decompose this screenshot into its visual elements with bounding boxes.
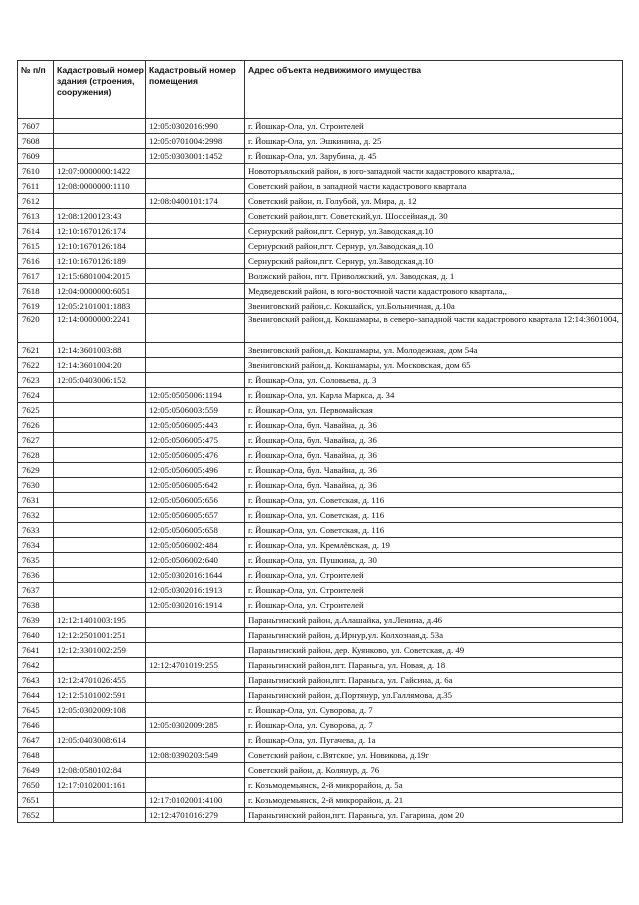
row-number-cell: 7621 bbox=[18, 343, 54, 358]
table-body bbox=[18, 119, 623, 823]
table-row bbox=[18, 748, 623, 763]
address-cell: Советский район,пгт. Советский,ул. Шоссейная,д. 30 bbox=[245, 209, 623, 224]
table-row bbox=[18, 478, 623, 493]
building-cadastral-cell: 12:05:0302009:108 bbox=[54, 703, 146, 718]
premises-cadastral-cell bbox=[146, 224, 245, 239]
building-cadastral-cell: 12:10:1670126:174 bbox=[54, 224, 146, 239]
row-number-cell: 7611 bbox=[18, 179, 54, 194]
table-header-row bbox=[18, 61, 623, 119]
premises-cadastral-cell: 12:05:0506005:443 bbox=[146, 418, 245, 433]
row-number-cell: 7635 bbox=[18, 553, 54, 568]
row-number-cell: 7626 bbox=[18, 418, 54, 433]
building-cadastral-cell bbox=[54, 793, 146, 808]
building-cadastral-cell bbox=[54, 403, 146, 418]
address-cell: г. Йошкар-Ола, ул. Пугачева, д. 1а bbox=[245, 733, 623, 748]
address-cell: г. Йошкар-Ола, бул. Чавайна, д. 36 bbox=[245, 433, 623, 448]
table-row bbox=[18, 568, 623, 583]
premises-cadastral-cell: 12:05:0506002:640 bbox=[146, 553, 245, 568]
address-cell: г. Йошкар-Ола, ул. Карла Маркса, д. 34 bbox=[245, 388, 623, 403]
premises-cadastral-cell bbox=[146, 239, 245, 254]
address-cell: Звениговский район,с. Кокшайск, ул.Больничная, д.10а bbox=[245, 299, 623, 314]
premises-cadastral-cell: 12:17:0102001:4100 bbox=[146, 793, 245, 808]
row-number-cell: 7623 bbox=[18, 373, 54, 388]
table-row bbox=[18, 373, 623, 388]
premises-cadastral-cell: 12:08:0390203:549 bbox=[146, 748, 245, 763]
premises-cadastral-cell bbox=[146, 703, 245, 718]
row-number-cell: 7647 bbox=[18, 733, 54, 748]
premises-cadastral-cell: 12:05:0302016:1644 bbox=[146, 568, 245, 583]
premises-cadastral-cell bbox=[146, 373, 245, 388]
row-number-cell: 7620 bbox=[18, 314, 54, 343]
building-cadastral-cell bbox=[54, 448, 146, 463]
address-cell: Новоторъяльский район, в юго-западной части кадастрового квартала,, bbox=[245, 164, 623, 179]
address-cell: г. Йошкар-Ола, ул. Соловьева, д. 3 bbox=[245, 373, 623, 388]
premises-cadastral-cell bbox=[146, 358, 245, 373]
building-cadastral-cell bbox=[54, 553, 146, 568]
address-cell: Параньгинский район, дер. Куянково, ул. Советская, д. 49 bbox=[245, 643, 623, 658]
row-number-cell: 7627 bbox=[18, 433, 54, 448]
address-cell: г. Йошкар-Ола, ул. Советская, д. 116 bbox=[245, 508, 623, 523]
address-cell: Параньгинский район, д.Ирнур,ул. Колхозная,д. 53а bbox=[245, 628, 623, 643]
row-number-cell: 7646 bbox=[18, 718, 54, 733]
building-cadastral-cell: 12:05:0403008:614 bbox=[54, 733, 146, 748]
address-cell: Советский район, д. Колянур, д. 76 bbox=[245, 763, 623, 778]
row-number-cell: 7632 bbox=[18, 508, 54, 523]
building-cadastral-cell bbox=[54, 149, 146, 164]
row-number-cell: 7639 bbox=[18, 613, 54, 628]
table-row bbox=[18, 628, 623, 643]
building-cadastral-cell: 12:08:1200123:43 bbox=[54, 209, 146, 224]
table-row bbox=[18, 703, 623, 718]
table-row bbox=[18, 119, 623, 134]
building-cadastral-cell: 12:12:4701026:455 bbox=[54, 673, 146, 688]
row-number-cell: 7650 bbox=[18, 778, 54, 793]
row-number-cell: 7651 bbox=[18, 793, 54, 808]
address-cell: г. Йошкар-Ола, ул. Советская, д. 116 bbox=[245, 493, 623, 508]
building-cadastral-cell: 12:14:3601003:88 bbox=[54, 343, 146, 358]
building-cadastral-cell: 12:05:0403006:152 bbox=[54, 373, 146, 388]
premises-cadastral-cell bbox=[146, 179, 245, 194]
table-row bbox=[18, 239, 623, 254]
address-cell: Волжский район, пгт. Приволжский, ул. Заводская, д. 1 bbox=[245, 269, 623, 284]
building-cadastral-cell bbox=[54, 418, 146, 433]
table-row bbox=[18, 613, 623, 628]
building-cadastral-cell bbox=[54, 808, 146, 823]
premises-cadastral-cell bbox=[146, 673, 245, 688]
premises-cadastral-cell: 12:05:0506005:476 bbox=[146, 448, 245, 463]
building-cadastral-cell: 12:12:3301002:259 bbox=[54, 643, 146, 658]
building-cadastral-cell: 12:07:0000000:1422 bbox=[54, 164, 146, 179]
address-cell: г. Йошкар-Ола, бул. Чавайна, д. 36 bbox=[245, 478, 623, 493]
building-cadastral-cell bbox=[54, 388, 146, 403]
address-cell: г. Йошкар-Ола, ул. Советская, д. 116 bbox=[245, 523, 623, 538]
premises-cadastral-cell: 12:05:0506002:484 bbox=[146, 538, 245, 553]
premises-cadastral-cell: 12:05:0302016:1913 bbox=[146, 583, 245, 598]
premises-cadastral-cell: 12:05:0506005:656 bbox=[146, 493, 245, 508]
row-number-cell: 7631 bbox=[18, 493, 54, 508]
address-cell: г. Козьмодемьянск, 2-й микрорайон, д. 21 bbox=[245, 793, 623, 808]
address-cell: Параньгинский район,пгт. Параньга, ул. Гайсина, д. 6а bbox=[245, 673, 623, 688]
premises-cadastral-cell: 12:05:0506003:559 bbox=[146, 403, 245, 418]
address-cell: г. Йошкар-Ола, ул. Строителей bbox=[245, 568, 623, 583]
table-row bbox=[18, 299, 623, 314]
row-number-cell: 7640 bbox=[18, 628, 54, 643]
address-cell: Звениговский район,д. Кокшамары, ул. Молодежная, дом 54а bbox=[245, 343, 623, 358]
row-number-cell: 7607 bbox=[18, 119, 54, 134]
premises-cadastral-cell bbox=[146, 778, 245, 793]
table-row bbox=[18, 254, 623, 269]
row-number-cell: 7649 bbox=[18, 763, 54, 778]
row-number-cell: 7625 bbox=[18, 403, 54, 418]
table-row bbox=[18, 194, 623, 209]
row-number-cell: 7628 bbox=[18, 448, 54, 463]
row-number-cell: 7643 bbox=[18, 673, 54, 688]
row-number-cell: 7622 bbox=[18, 358, 54, 373]
premises-cadastral-cell: 12:12:4701019:255 bbox=[146, 658, 245, 673]
table-row bbox=[18, 284, 623, 299]
table-row bbox=[18, 209, 623, 224]
building-cadastral-cell bbox=[54, 598, 146, 613]
building-cadastral-cell: 12:17:0102001:161 bbox=[54, 778, 146, 793]
table-row bbox=[18, 673, 623, 688]
row-number-cell: 7615 bbox=[18, 239, 54, 254]
table-row bbox=[18, 358, 623, 373]
premises-cadastral-cell bbox=[146, 254, 245, 269]
premises-cadastral-cell: 12:05:0701004:2998 bbox=[146, 134, 245, 149]
premises-cadastral-cell bbox=[146, 284, 245, 299]
premises-cadastral-cell bbox=[146, 613, 245, 628]
table-row bbox=[18, 583, 623, 598]
premises-cadastral-cell bbox=[146, 763, 245, 778]
premises-cadastral-cell: 12:05:0506005:496 bbox=[146, 463, 245, 478]
row-number-cell: 7613 bbox=[18, 209, 54, 224]
building-cadastral-cell bbox=[54, 583, 146, 598]
row-number-cell: 7608 bbox=[18, 134, 54, 149]
header-property-address: Адрес объекта недвижимого имущества bbox=[245, 61, 623, 119]
building-cadastral-cell bbox=[54, 523, 146, 538]
row-number-cell: 7609 bbox=[18, 149, 54, 164]
table-row bbox=[18, 688, 623, 703]
row-number-cell: 7641 bbox=[18, 643, 54, 658]
premises-cadastral-cell bbox=[146, 314, 245, 343]
premises-cadastral-cell bbox=[146, 343, 245, 358]
premises-cadastral-cell bbox=[146, 628, 245, 643]
premises-cadastral-cell: 12:05:0302016:1914 bbox=[146, 598, 245, 613]
premises-cadastral-cell: 12:08:0400101:174 bbox=[146, 194, 245, 209]
table-row bbox=[18, 403, 623, 418]
row-number-cell: 7637 bbox=[18, 583, 54, 598]
table-row bbox=[18, 718, 623, 733]
row-number-cell: 7645 bbox=[18, 703, 54, 718]
building-cadastral-cell: 12:12:2501001:251 bbox=[54, 628, 146, 643]
row-number-cell: 7624 bbox=[18, 388, 54, 403]
address-cell: г. Йошкар-Ола, бул. Чавайна, д. 36 bbox=[245, 448, 623, 463]
address-cell: Советский район, с.Вятское, ул. Новикова, д.19г bbox=[245, 748, 623, 763]
premises-cadastral-cell: 12:05:0303001:1452 bbox=[146, 149, 245, 164]
address-cell: г. Козьмодемьянск, 2-й микрорайон, д. 5а bbox=[245, 778, 623, 793]
building-cadastral-cell: 12:05:2101001:1883 bbox=[54, 299, 146, 314]
address-cell: г. Йошкар-Ола, ул. Строителей bbox=[245, 583, 623, 598]
address-cell: Медведевский район, в юго-восточной части кадастрового квартала,, bbox=[245, 284, 623, 299]
address-cell: Советский район, в западной части кадастрового квартала bbox=[245, 179, 623, 194]
premises-cadastral-cell bbox=[146, 209, 245, 224]
table-row bbox=[18, 808, 623, 823]
header-premises-cadastral-number: Кадастровый номер помещения bbox=[146, 61, 245, 119]
premises-cadastral-cell bbox=[146, 733, 245, 748]
table-row bbox=[18, 508, 623, 523]
address-cell: г. Йошкар-Ола, бул. Чавайна, д. 36 bbox=[245, 418, 623, 433]
row-number-cell: 7610 bbox=[18, 164, 54, 179]
address-cell: г. Йошкар-Ола, ул. Суворова, д. 7 bbox=[245, 703, 623, 718]
row-number-cell: 7618 bbox=[18, 284, 54, 299]
building-cadastral-cell: 12:12:5101002:591 bbox=[54, 688, 146, 703]
building-cadastral-cell: 12:08:0000000:1110 bbox=[54, 179, 146, 194]
table-row bbox=[18, 553, 623, 568]
row-number-cell: 7634 bbox=[18, 538, 54, 553]
building-cadastral-cell: 12:08:0580102:84 bbox=[54, 763, 146, 778]
premises-cadastral-cell: 12:05:0505006:1194 bbox=[146, 388, 245, 403]
row-number-cell: 7629 bbox=[18, 463, 54, 478]
address-cell: г. Йошкар-Ола, ул. Зарубина, д. 45 bbox=[245, 149, 623, 164]
building-cadastral-cell bbox=[54, 508, 146, 523]
table-row bbox=[18, 448, 623, 463]
table-row bbox=[18, 658, 623, 673]
address-cell: г. Йошкар-Ола, ул. Кремлёвская, д. 19 bbox=[245, 538, 623, 553]
row-number-cell: 7648 bbox=[18, 748, 54, 763]
row-number-cell: 7633 bbox=[18, 523, 54, 538]
row-number-cell: 7638 bbox=[18, 598, 54, 613]
premises-cadastral-cell: 12:05:0302016:990 bbox=[146, 119, 245, 134]
premises-cadastral-cell bbox=[146, 688, 245, 703]
table-row bbox=[18, 343, 623, 358]
address-cell: Параньгинский район,пгт. Параньга, ул. Гагарина, дом 20 bbox=[245, 808, 623, 823]
table-row bbox=[18, 433, 623, 448]
table-row bbox=[18, 598, 623, 613]
table-row bbox=[18, 523, 623, 538]
address-cell: г. Йошкар-Ола, бул. Чавайна, д. 36 bbox=[245, 463, 623, 478]
table-row bbox=[18, 778, 623, 793]
table-row bbox=[18, 493, 623, 508]
table-row bbox=[18, 224, 623, 239]
address-cell: Звениговский район,д. Кокшамары, в северо-западной части кадастрового квартала 12:14:3601004, bbox=[245, 314, 623, 343]
address-cell: Сернурский район,пгт. Сернур, ул.Заводская,д.10 bbox=[245, 254, 623, 269]
premises-cadastral-cell: 12:05:0506005:658 bbox=[146, 523, 245, 538]
address-cell: г. Йошкар-Ола, ул. Суворова, д. 7 bbox=[245, 718, 623, 733]
address-cell: г. Йошкар-Ола, ул. Строителей bbox=[245, 598, 623, 613]
table-row bbox=[18, 149, 623, 164]
property-registry-table bbox=[17, 60, 623, 823]
premises-cadastral-cell: 12:05:0302009:285 bbox=[146, 718, 245, 733]
row-number-cell: 7617 bbox=[18, 269, 54, 284]
address-cell: Параньгинский район, д.Алашайка, ул.Ленина, д.46 bbox=[245, 613, 623, 628]
building-cadastral-cell: 12:10:1670126:184 bbox=[54, 239, 146, 254]
premises-cadastral-cell: 12:05:0506005:657 bbox=[146, 508, 245, 523]
premises-cadastral-cell bbox=[146, 269, 245, 284]
row-number-cell: 7642 bbox=[18, 658, 54, 673]
premises-cadastral-cell: 12:05:0506005:475 bbox=[146, 433, 245, 448]
table-row bbox=[18, 643, 623, 658]
building-cadastral-cell: 12:10:1670126:189 bbox=[54, 254, 146, 269]
table-row bbox=[18, 793, 623, 808]
header-row-number: № п/п bbox=[18, 61, 54, 119]
row-number-cell: 7614 bbox=[18, 224, 54, 239]
table-row bbox=[18, 314, 623, 343]
table-row bbox=[18, 538, 623, 553]
table-row bbox=[18, 733, 623, 748]
premises-cadastral-cell bbox=[146, 643, 245, 658]
table-row bbox=[18, 388, 623, 403]
building-cadastral-cell: 12:15:6801004:2015 bbox=[54, 269, 146, 284]
premises-cadastral-cell: 12:05:0506005:642 bbox=[146, 478, 245, 493]
table-row bbox=[18, 463, 623, 478]
premises-cadastral-cell bbox=[146, 164, 245, 179]
address-cell: г. Йошкар-Ола, ул. Первомайская bbox=[245, 403, 623, 418]
header-building-cadastral-number: Кадастровый номер здания (строения, сооружения) bbox=[54, 61, 146, 119]
row-number-cell: 7644 bbox=[18, 688, 54, 703]
building-cadastral-cell bbox=[54, 463, 146, 478]
address-cell: г. Йошкар-Ола, ул. Эшкинина, д. 25 bbox=[245, 134, 623, 149]
row-number-cell: 7636 bbox=[18, 568, 54, 583]
table-row bbox=[18, 164, 623, 179]
address-cell: Параньгинский район, д.Портянур, ул.Галлямова, д.35 bbox=[245, 688, 623, 703]
table-row bbox=[18, 418, 623, 433]
building-cadastral-cell bbox=[54, 433, 146, 448]
address-cell: Параньгинский район,пгт. Параньга, ул. Новая, д. 18 bbox=[245, 658, 623, 673]
table-row bbox=[18, 179, 623, 194]
table-row bbox=[18, 763, 623, 778]
building-cadastral-cell bbox=[54, 748, 146, 763]
row-number-cell: 7652 bbox=[18, 808, 54, 823]
building-cadastral-cell bbox=[54, 658, 146, 673]
row-number-cell: 7616 bbox=[18, 254, 54, 269]
address-cell: г. Йошкар-Ола, ул. Строителей bbox=[245, 119, 623, 134]
building-cadastral-cell bbox=[54, 568, 146, 583]
table-row bbox=[18, 134, 623, 149]
table-row bbox=[18, 269, 623, 284]
row-number-cell: 7619 bbox=[18, 299, 54, 314]
building-cadastral-cell: 12:14:3601004:20 bbox=[54, 358, 146, 373]
row-number-cell: 7612 bbox=[18, 194, 54, 209]
premises-cadastral-cell bbox=[146, 299, 245, 314]
premises-cadastral-cell: 12:12:4701016:279 bbox=[146, 808, 245, 823]
building-cadastral-cell bbox=[54, 718, 146, 733]
building-cadastral-cell bbox=[54, 119, 146, 134]
building-cadastral-cell bbox=[54, 493, 146, 508]
building-cadastral-cell: 12:12:1401003:195 bbox=[54, 613, 146, 628]
address-cell: Звениговский район,д. Кокшамары, ул. Московская, дом 65 bbox=[245, 358, 623, 373]
address-cell: Советский район, п. Голубой, ул. Мира, д. 12 bbox=[245, 194, 623, 209]
row-number-cell: 7630 bbox=[18, 478, 54, 493]
address-cell: Сернурский район,пгт. Сернур, ул.Заводская,д.10 bbox=[245, 224, 623, 239]
building-cadastral-cell: 12:14:0000000:2241 bbox=[54, 314, 146, 343]
building-cadastral-cell bbox=[54, 194, 146, 209]
building-cadastral-cell bbox=[54, 538, 146, 553]
address-cell: Сернурский район,пгт. Сернур, ул.Заводская,д.10 bbox=[245, 239, 623, 254]
building-cadastral-cell: 12:04:0000000:6051 bbox=[54, 284, 146, 299]
building-cadastral-cell bbox=[54, 478, 146, 493]
address-cell: г. Йошкар-Ола, ул. Пушкина, д. 30 bbox=[245, 553, 623, 568]
building-cadastral-cell bbox=[54, 134, 146, 149]
